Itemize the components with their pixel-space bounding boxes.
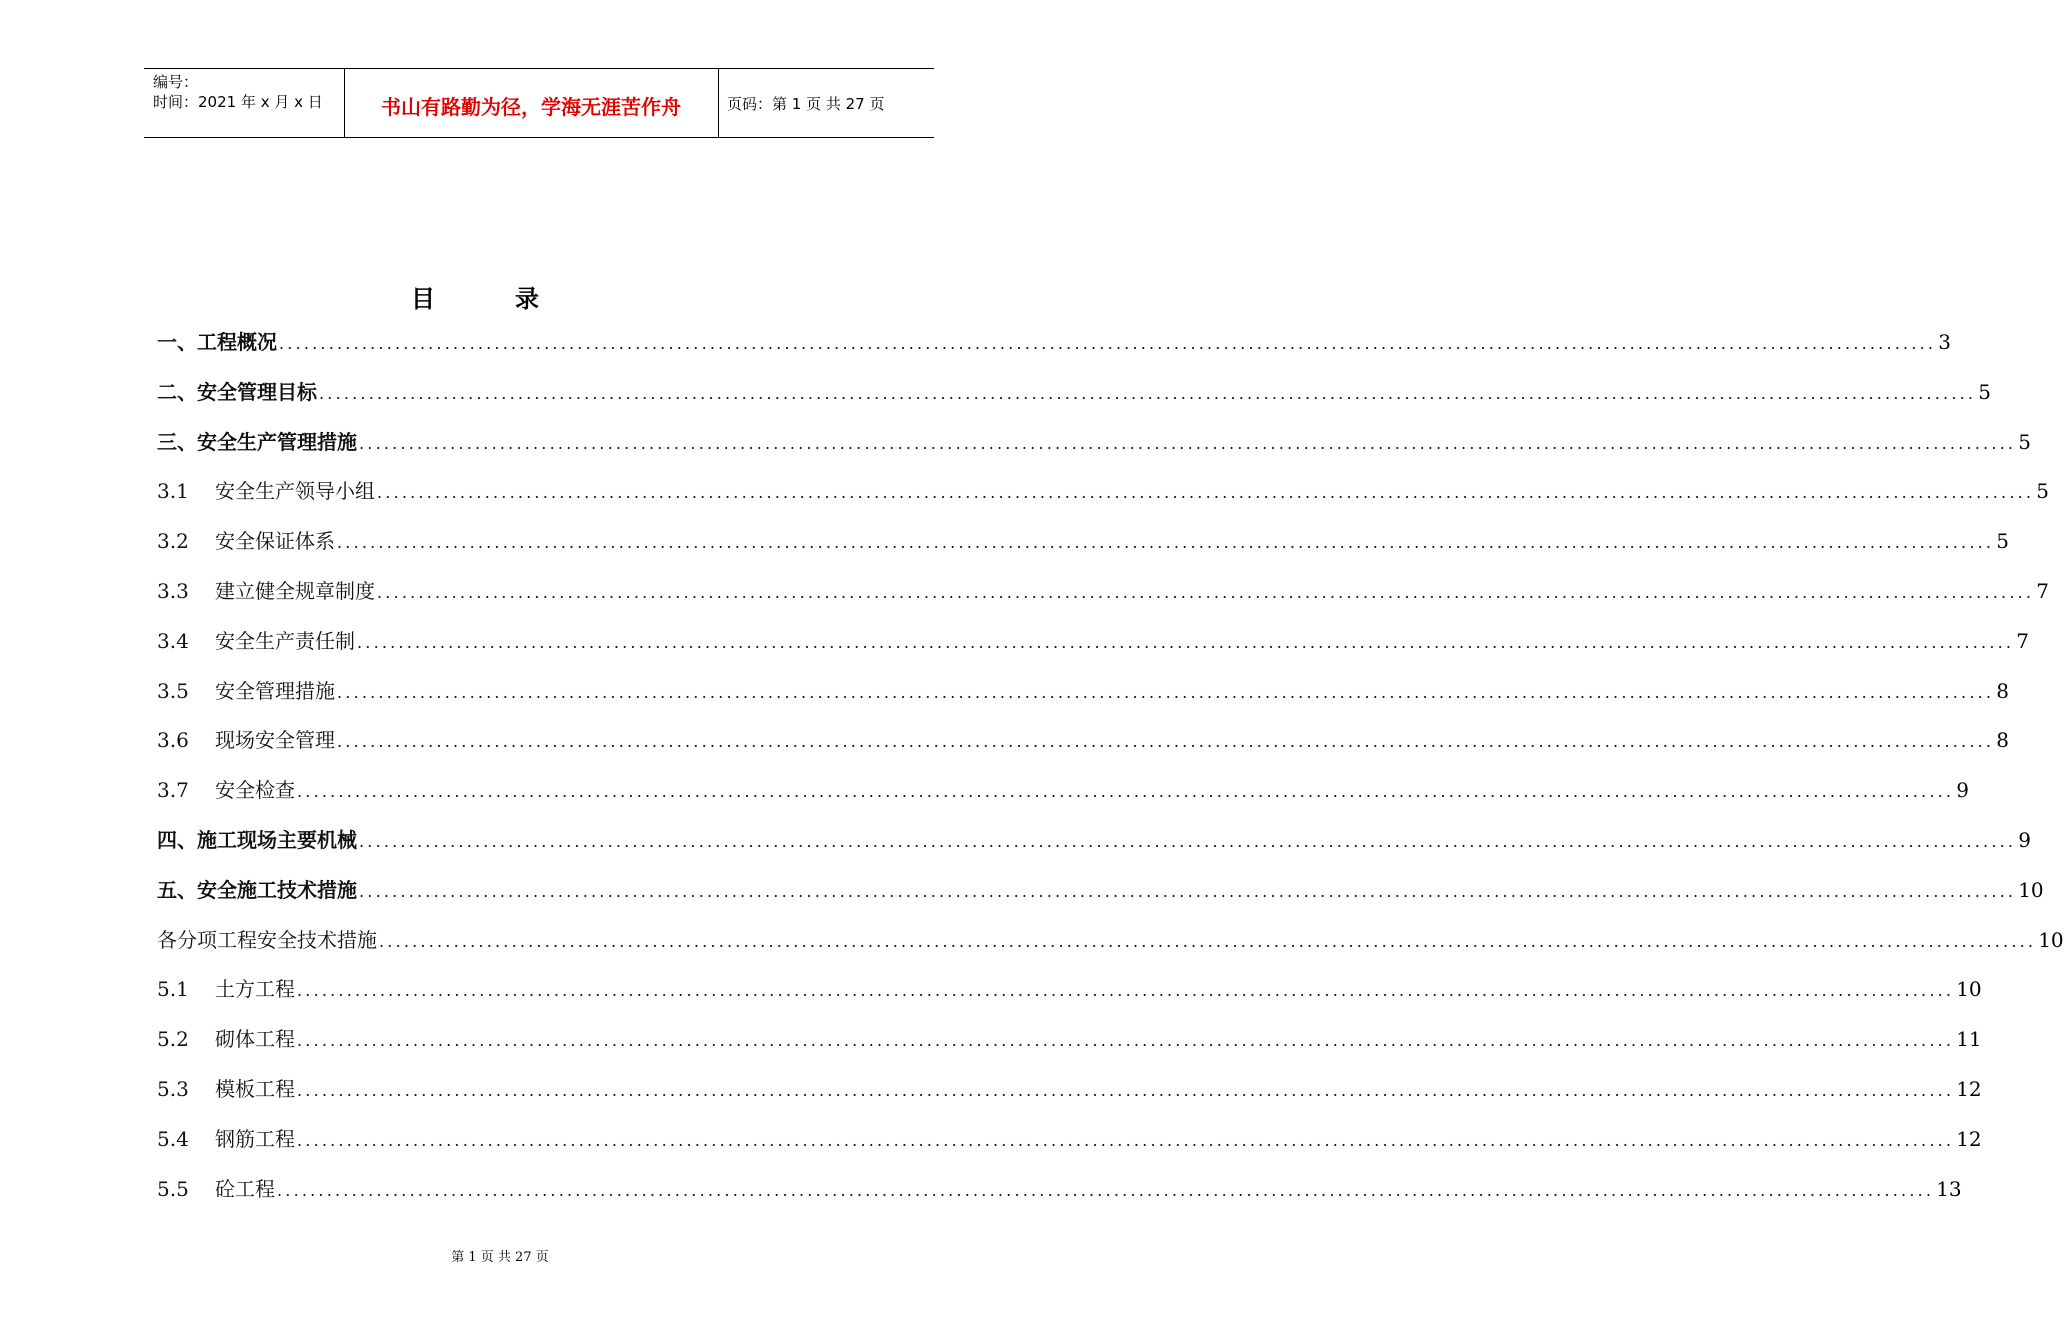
toc-entry[interactable] xyxy=(157,965,1982,1015)
toc-dot-leader: ........................................................................................................................................................................................................ xyxy=(337,682,1995,702)
toc-entry-text: 安全管理措施 xyxy=(215,678,335,703)
toc-entry-title xyxy=(157,517,335,567)
toc-entry[interactable] xyxy=(157,617,2029,667)
doc-code-label: 编号： xyxy=(153,73,199,91)
toc-entry-text: 安全生产领导小组 xyxy=(215,479,375,504)
toc-entry-text: 安全保证体系 xyxy=(215,529,335,554)
toc-entry-text: 四、施工现场主要机械 xyxy=(157,827,357,852)
toc-entry-text: 模板工程 xyxy=(215,1076,295,1101)
toc-entry-title xyxy=(157,866,357,916)
toc-entry-text: 各分项工程安全技术措施 xyxy=(157,927,377,952)
toc-entry-page: 3 xyxy=(1938,330,1951,354)
toc-entry-title xyxy=(157,467,375,517)
toc-entry-page: 5 xyxy=(1996,529,2009,554)
toc-entry-title xyxy=(157,1165,275,1215)
toc-dot-leader: ........................................................................................................................................................................................................ xyxy=(279,334,1937,353)
toc-entry-page: 5 xyxy=(2036,479,2049,504)
toc-dot-leader: ........................................................................................................................................................................................................ xyxy=(297,981,1955,1001)
toc-dot-leader: ........................................................................................................................................................................................................ xyxy=(337,533,1995,553)
toc-entry-page: 8 xyxy=(1996,728,2009,753)
toc-entry-number: 3.6 xyxy=(157,728,189,753)
toc-entry[interactable] xyxy=(157,418,2031,468)
toc-entry-number: 5.3 xyxy=(157,1076,189,1101)
toc-entry-page: 13 xyxy=(1936,1176,1962,1201)
doc-time-label: 时间：2021 年 x 月 x 日 xyxy=(153,93,323,111)
toc-title-left: 目 xyxy=(411,285,435,313)
header-page-cell xyxy=(718,69,934,137)
toc-entry-page: 10 xyxy=(2038,927,2064,952)
toc-title xyxy=(0,279,950,314)
toc-entry-page: 9 xyxy=(2018,827,2031,852)
toc-dot-leader: ........................................................................................................................................................................................................ xyxy=(379,931,2037,951)
header-motto: 书山有路勤为径，学海无涯苦作舟 xyxy=(381,95,681,119)
toc-entry-text: 建立健全规章制度 xyxy=(215,578,375,603)
toc-entry[interactable] xyxy=(157,368,1991,418)
toc-entry-page: 5 xyxy=(2018,429,2031,454)
toc-entry-page: 11 xyxy=(1956,1027,1982,1052)
toc-entry-title xyxy=(157,567,375,617)
toc-dot-leader: ........................................................................................................................................................................................................ xyxy=(297,1130,1955,1150)
toc-entry-number: 5.1 xyxy=(157,977,189,1002)
toc-entry-text: 砌体工程 xyxy=(215,1027,295,1052)
toc-entry[interactable] xyxy=(157,318,1951,368)
toc-dot-leader: ........................................................................................................................................................................................................ xyxy=(277,1180,1935,1200)
toc-entry-title xyxy=(157,1065,295,1115)
toc-dot-leader: ........................................................................................................................................................................................................ xyxy=(297,782,1955,802)
toc-dot-leader: ........................................................................................................................................................................................................ xyxy=(319,383,1977,403)
toc-entry[interactable] xyxy=(157,1015,1982,1065)
toc-entry-number: 3.7 xyxy=(157,778,189,803)
toc-entry-title xyxy=(157,965,295,1015)
toc-entry-number: 5.4 xyxy=(157,1126,189,1151)
toc-entry-page: 7 xyxy=(2036,578,2049,603)
page-footer: 第 1 页 共 27 页 xyxy=(451,1250,549,1265)
toc-entry-title xyxy=(157,617,355,667)
toc-entry[interactable] xyxy=(157,1065,1982,1115)
toc-entry-page: 5 xyxy=(1978,379,1991,404)
toc-entry-page: 9 xyxy=(1956,778,1969,803)
toc-entry-page: 7 xyxy=(2016,628,2029,653)
toc-entry[interactable] xyxy=(157,517,2009,567)
toc-dot-leader: ........................................................................................................................................................................................................ xyxy=(337,732,1995,752)
toc-entry-text: 安全生产责任制 xyxy=(215,628,355,653)
toc-dot-leader: ........................................................................................................................................................................................................ xyxy=(359,831,2017,851)
toc-entry-text: 一、工程概况 xyxy=(157,330,277,354)
toc-entry-title xyxy=(157,318,277,368)
toc-title-right: 录 xyxy=(515,285,539,313)
toc-entry-text: 五、安全施工技术措施 xyxy=(157,877,357,902)
toc-dot-leader: ........................................................................................................................................................................................................ xyxy=(359,881,2017,901)
toc-entry-text: 土方工程 xyxy=(215,977,295,1002)
toc-entry-page: 8 xyxy=(1996,678,2009,703)
toc-entry-text: 钢筋工程 xyxy=(215,1126,295,1151)
toc-entry-page: 12 xyxy=(1956,1076,1982,1101)
toc-entry-title xyxy=(157,1015,295,1065)
toc-entry-number: 3.1 xyxy=(157,479,189,504)
toc-entry-number: 3.4 xyxy=(157,628,189,653)
toc-entry-page: 10 xyxy=(1956,977,1982,1002)
toc-entry-title xyxy=(157,667,335,717)
toc-entry-title xyxy=(157,418,357,468)
toc-entry-title xyxy=(157,766,295,816)
toc-entry[interactable] xyxy=(157,467,2049,517)
toc-entry[interactable] xyxy=(157,567,2049,617)
toc-entry-text: 现场安全管理 xyxy=(215,728,335,753)
toc-entry-text: 砼工程 xyxy=(215,1176,275,1201)
toc-dot-leader: ........................................................................................................................................................................................................ xyxy=(359,433,2017,453)
toc-entry[interactable] xyxy=(157,766,1969,816)
toc-entry-text: 三、安全生产管理措施 xyxy=(157,429,357,454)
toc-entry[interactable] xyxy=(157,866,2044,916)
toc-dot-leader: ........................................................................................................................................................................................................ xyxy=(357,632,2015,652)
header-meta-cell xyxy=(144,69,345,137)
toc-entry-page: 10 xyxy=(2018,877,2044,902)
table-of-contents xyxy=(157,318,2064,1214)
header-motto-cell xyxy=(344,69,719,137)
page-header xyxy=(144,68,934,138)
toc-entry-text: 安全检查 xyxy=(215,778,295,803)
toc-entry[interactable] xyxy=(157,1115,1982,1165)
toc-dot-leader: ........................................................................................................................................................................................................ xyxy=(297,1080,1955,1100)
toc-entry-title xyxy=(157,368,317,418)
toc-entry-page: 12 xyxy=(1956,1126,1982,1151)
toc-entry[interactable] xyxy=(157,667,2009,717)
toc-dot-leader: ........................................................................................................................................................................................................ xyxy=(377,582,2035,602)
toc-entry[interactable] xyxy=(157,1165,1962,1215)
toc-entry-number: 5.2 xyxy=(157,1027,189,1052)
toc-entry[interactable] xyxy=(157,816,2031,866)
toc-entry-title xyxy=(157,1115,295,1165)
toc-entry-number: 3.5 xyxy=(157,678,189,703)
toc-entry-text: 二、安全管理目标 xyxy=(157,379,317,404)
toc-dot-leader: ........................................................................................................................................................................................................ xyxy=(297,1031,1955,1051)
toc-entry[interactable] xyxy=(157,716,2009,766)
toc-entry-title xyxy=(157,916,377,966)
toc-entry-title xyxy=(157,816,357,866)
toc-entry[interactable] xyxy=(157,916,2064,966)
toc-entry-number: 3.2 xyxy=(157,529,189,554)
toc-dot-leader: ........................................................................................................................................................................................................ xyxy=(377,483,2035,503)
toc-entry-number: 3.3 xyxy=(157,578,189,603)
toc-entry-title xyxy=(157,716,335,766)
header-page-info: 页码：第 1 页 共 27 页 xyxy=(727,95,885,113)
toc-entry-number: 5.5 xyxy=(157,1176,189,1201)
